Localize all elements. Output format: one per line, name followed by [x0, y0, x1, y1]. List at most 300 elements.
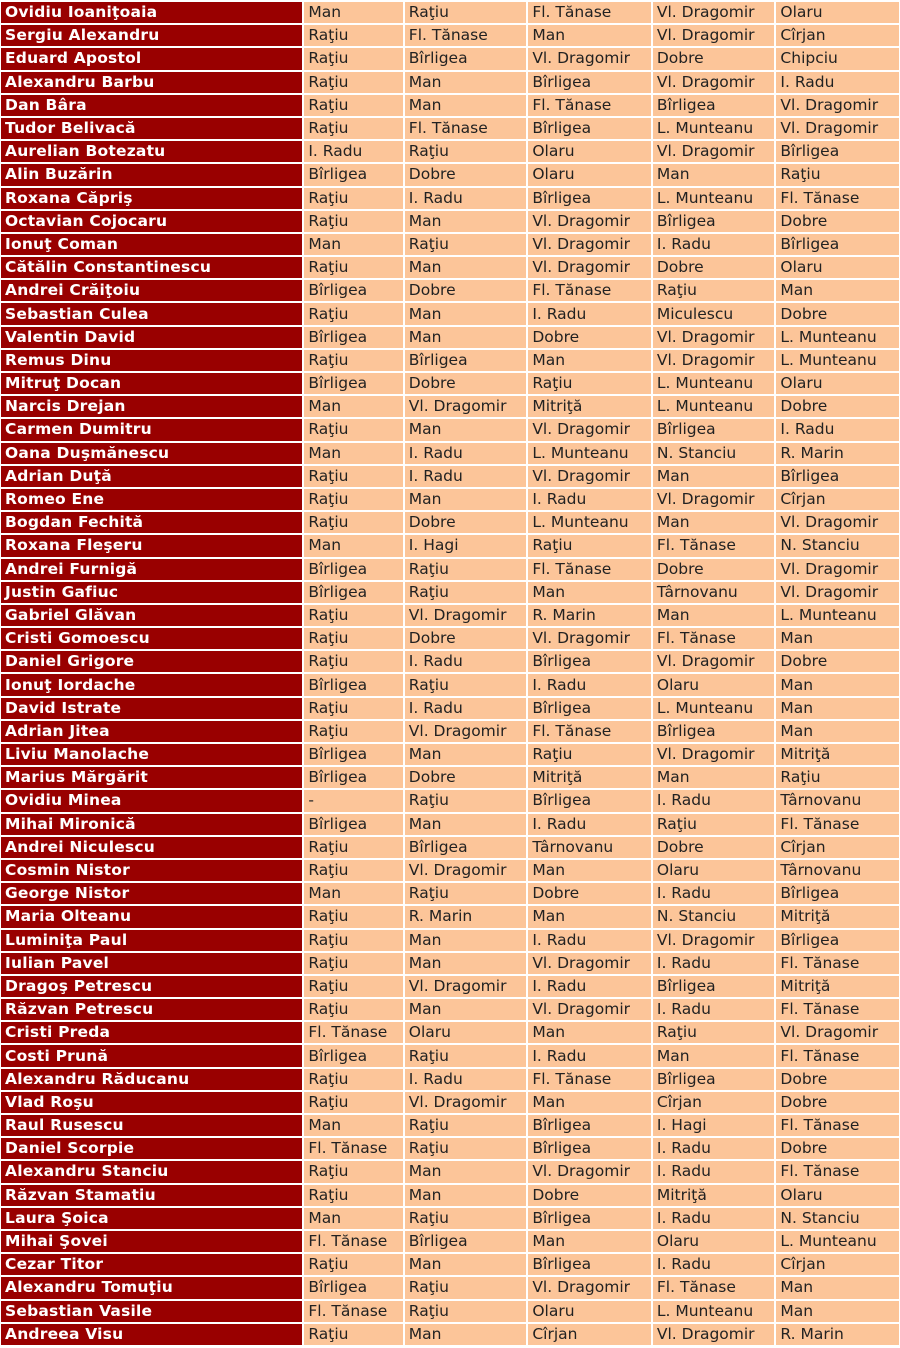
table-row [1, 188, 899, 209]
pick-cell-1: Raţiu [304, 698, 402, 719]
pick-cell-5: Mitriţă [776, 976, 899, 997]
voter-name-cell: Luminiţa Paul [1, 930, 302, 951]
pick-cell-2: Raţiu [405, 582, 527, 603]
pick-cell-3: Vl. Dragomir [528, 628, 651, 649]
pick-cell-4: Dobre [653, 837, 775, 858]
pick-cell-4: Dobre [653, 257, 775, 278]
pick-cell-3: Fl. Tănase [528, 559, 651, 580]
pick-cell-4: Târnovanu [653, 582, 775, 603]
pick-cell-5: R. Marin [776, 443, 899, 464]
pick-cell-4: I. Radu [653, 883, 775, 904]
pick-cell-4: I. Radu [653, 234, 775, 255]
table-row [1, 1161, 899, 1182]
pick-cell-3: Mitriţă [528, 396, 651, 417]
pick-cell-5: L. Munteanu [776, 605, 899, 626]
pick-cell-1: Bîrligea [304, 674, 402, 695]
pick-cell-4: Olaru [653, 860, 775, 881]
pick-cell-3: I. Radu [528, 674, 651, 695]
pick-cell-3: I. Radu [528, 814, 651, 835]
pick-cell-2: Raţiu [405, 1277, 527, 1298]
pick-cell-4: Man [653, 767, 775, 788]
pick-cell-5: Fl. Tănase [776, 1161, 899, 1182]
table-row [1, 164, 899, 185]
pick-cell-1: Raţiu [304, 628, 402, 649]
pick-cell-4: L. Munteanu [653, 188, 775, 209]
pick-cell-3: Vl. Dragomir [528, 419, 651, 440]
pick-cell-2: Man [405, 930, 527, 951]
pick-cell-1: Raţiu [304, 350, 402, 371]
voter-name-cell: Cosmin Nistor [1, 860, 302, 881]
voter-name-cell: Romeo Ene [1, 489, 302, 510]
pick-cell-3: Fl. Tănase [528, 2, 651, 23]
pick-cell-4: Raţiu [653, 1022, 775, 1043]
pick-cell-5: Olaru [776, 1185, 899, 1206]
table-row [1, 582, 899, 603]
voter-name-cell: Carmen Dumitru [1, 419, 302, 440]
pick-cell-5: Cîrjan [776, 837, 899, 858]
pick-cell-2: Man [405, 814, 527, 835]
pick-cell-3: I. Radu [528, 1045, 651, 1066]
pick-cell-1: Raţiu [304, 72, 402, 93]
voter-name-cell: Roxana Fleşeru [1, 535, 302, 556]
pick-cell-4: Man [653, 1045, 775, 1066]
pick-cell-1: Raţiu [304, 837, 402, 858]
pick-cell-3: Raţiu [528, 744, 651, 765]
pick-cell-2: Raţiu [405, 883, 527, 904]
pick-cell-5: R. Marin [776, 1324, 899, 1345]
voter-name-cell: Oana Duşmănescu [1, 443, 302, 464]
pick-cell-5: Man [776, 674, 899, 695]
pick-cell-5: Man [776, 1301, 899, 1322]
table-row [1, 1231, 899, 1252]
pick-cell-4: L. Munteanu [653, 396, 775, 417]
pick-cell-1: Raţiu [304, 1092, 402, 1113]
voter-name-cell: Ovidiu Ioaniţoaia [1, 2, 302, 23]
pick-cell-4: Mitriţă [653, 1185, 775, 1206]
table-row [1, 303, 899, 324]
pick-cell-4: I. Radu [653, 1161, 775, 1182]
table-row [1, 1138, 899, 1159]
pick-cell-5: Vl. Dragomir [776, 95, 899, 116]
table-row [1, 489, 899, 510]
pick-cell-4: Bîrligea [653, 1069, 775, 1090]
voter-name-cell: Daniel Scorpie [1, 1138, 302, 1159]
table-row [1, 1115, 899, 1136]
pick-cell-4: Vl. Dragomir [653, 25, 775, 46]
pick-cell-1: Bîrligea [304, 559, 402, 580]
pick-cell-4: Vl. Dragomir [653, 744, 775, 765]
pick-cell-5: Olaru [776, 257, 899, 278]
pick-cell-5: Man [776, 280, 899, 301]
pick-cell-5: Man [776, 1277, 899, 1298]
pick-cell-1: Raţiu [304, 953, 402, 974]
pick-cell-4: Bîrligea [653, 95, 775, 116]
pick-cell-3: Vl. Dragomir [528, 999, 651, 1020]
table-row [1, 373, 899, 394]
pick-cell-4: Miculescu [653, 303, 775, 324]
voter-name-cell: Cătălin Constantinescu [1, 257, 302, 278]
pick-cell-1: Fl. Tănase [304, 1301, 402, 1322]
pick-cell-5: Bîrligea [776, 466, 899, 487]
table-row [1, 1092, 899, 1113]
table-row [1, 1185, 899, 1206]
pick-cell-4: Man [653, 164, 775, 185]
pick-cell-4: Man [653, 605, 775, 626]
table-row [1, 1277, 899, 1298]
pick-cell-4: I. Radu [653, 790, 775, 811]
pick-cell-3: Man [528, 350, 651, 371]
pick-cell-5: Dobre [776, 1069, 899, 1090]
voter-name-cell: Cristi Preda [1, 1022, 302, 1043]
table-row [1, 535, 899, 556]
pick-cell-4: N. Stanciu [653, 906, 775, 927]
pick-cell-4: I. Radu [653, 1138, 775, 1159]
voter-name-cell: Răzvan Petrescu [1, 999, 302, 1020]
voter-name-cell: Răzvan Stamatiu [1, 1185, 302, 1206]
pick-cell-3: Olaru [528, 164, 651, 185]
pick-cell-2: Dobre [405, 767, 527, 788]
pick-cell-1: Fl. Tănase [304, 1022, 402, 1043]
voter-name-cell: Roxana Căpriş [1, 188, 302, 209]
pick-cell-2: Vl. Dragomir [405, 721, 527, 742]
pick-cell-5: Dobre [776, 1138, 899, 1159]
pick-cell-5: Târnovanu [776, 790, 899, 811]
pick-cell-3: Bîrligea [528, 1254, 651, 1275]
voter-name-cell: Sebastian Culea [1, 303, 302, 324]
pick-cell-5: Fl. Tănase [776, 1045, 899, 1066]
pick-cell-4: Raţiu [653, 814, 775, 835]
voter-name-cell: Alexandru Barbu [1, 72, 302, 93]
pick-cell-1: Raţiu [304, 860, 402, 881]
pick-cell-5: I. Radu [776, 419, 899, 440]
pick-cell-2: Dobre [405, 280, 527, 301]
pick-cell-1: Man [304, 396, 402, 417]
pick-cell-2: Man [405, 1185, 527, 1206]
pick-cell-2: Raţiu [405, 1115, 527, 1136]
pick-cell-3: Bîrligea [528, 1208, 651, 1229]
pick-cell-1: Man [304, 1208, 402, 1229]
table-row [1, 605, 899, 626]
pick-cell-2: R. Marin [405, 906, 527, 927]
table-row [1, 141, 899, 162]
voter-name-cell: Alexandru Tomuţiu [1, 1277, 302, 1298]
pick-cell-1: I. Radu [304, 141, 402, 162]
pick-cell-3: Fl. Tănase [528, 1069, 651, 1090]
pick-cell-5: Cîrjan [776, 489, 899, 510]
pick-cell-1: Raţiu [304, 95, 402, 116]
voter-name-cell: Ovidiu Minea [1, 790, 302, 811]
pick-cell-1: Bîrligea [304, 373, 402, 394]
pick-cell-4: Cîrjan [653, 1092, 775, 1113]
pick-cell-3: Mitriţă [528, 767, 651, 788]
pick-cell-2: Raţiu [405, 2, 527, 23]
pick-cell-5: Fl. Tănase [776, 188, 899, 209]
pick-cell-2: Raţiu [405, 674, 527, 695]
pick-cell-5: Dobre [776, 303, 899, 324]
voter-name-cell: Iulian Pavel [1, 953, 302, 974]
table-row [1, 976, 899, 997]
table-row [1, 814, 899, 835]
pick-cell-4: I. Hagi [653, 1115, 775, 1136]
pick-cell-4: Fl. Tănase [653, 1277, 775, 1298]
table-row [1, 118, 899, 139]
pick-cell-4: Vl. Dragomir [653, 930, 775, 951]
pick-cell-2: Man [405, 489, 527, 510]
pick-cell-1: Raţiu [304, 930, 402, 951]
pick-cell-4: Raţiu [653, 280, 775, 301]
pick-cell-3: I. Radu [528, 489, 651, 510]
pick-cell-5: Fl. Tănase [776, 999, 899, 1020]
pick-cell-3: Dobre [528, 1185, 651, 1206]
pick-cell-2: Man [405, 419, 527, 440]
voter-name-cell: David Istrate [1, 698, 302, 719]
voter-name-cell: Ionuţ Coman [1, 234, 302, 255]
pick-cell-2: I. Radu [405, 188, 527, 209]
pick-cell-3: Vl. Dragomir [528, 211, 651, 232]
voter-name-cell: Mihai Şovei [1, 1231, 302, 1252]
pick-cell-1: Raţiu [304, 605, 402, 626]
pick-cell-5: I. Radu [776, 72, 899, 93]
table-row [1, 211, 899, 232]
pick-cell-4: Olaru [653, 674, 775, 695]
pick-cell-1: Raţiu [304, 48, 402, 69]
pick-cell-3: I. Radu [528, 303, 651, 324]
pick-cell-1: Fl. Tănase [304, 1138, 402, 1159]
pick-cell-1: Raţiu [304, 999, 402, 1020]
voter-name-cell: Mihai Mironică [1, 814, 302, 835]
voter-name-cell: Andreea Visu [1, 1324, 302, 1345]
pick-cell-3: Bîrligea [528, 790, 651, 811]
voter-name-cell: Cezar Titor [1, 1254, 302, 1275]
pick-cell-2: Bîrligea [405, 350, 527, 371]
table-row [1, 396, 899, 417]
pick-cell-2: Man [405, 327, 527, 348]
pick-cell-5: Dobre [776, 211, 899, 232]
pick-cell-2: Raţiu [405, 790, 527, 811]
pick-cell-1: - [304, 790, 402, 811]
pick-cell-4: Bîrligea [653, 211, 775, 232]
pick-cell-2: Man [405, 1254, 527, 1275]
pick-cell-2: I. Radu [405, 1069, 527, 1090]
table-row [1, 906, 899, 927]
pick-cell-1: Man [304, 883, 402, 904]
pick-cell-3: Fl. Tănase [528, 95, 651, 116]
pick-cell-2: Bîrligea [405, 48, 527, 69]
pick-cell-1: Raţiu [304, 976, 402, 997]
pick-cell-3: Vl. Dragomir [528, 953, 651, 974]
table-row [1, 1208, 899, 1229]
voter-name-cell: Aurelian Botezatu [1, 141, 302, 162]
voter-name-cell: Vlad Roşu [1, 1092, 302, 1113]
votes-table-body [1, 2, 899, 1345]
pick-cell-5: Vl. Dragomir [776, 582, 899, 603]
pick-cell-2: Fl. Tănase [405, 25, 527, 46]
pick-cell-2: Bîrligea [405, 1231, 527, 1252]
pick-cell-5: Cîrjan [776, 25, 899, 46]
pick-cell-3: Cîrjan [528, 1324, 651, 1345]
voter-name-cell: Sergiu Alexandru [1, 25, 302, 46]
pick-cell-2: Vl. Dragomir [405, 976, 527, 997]
table-row [1, 698, 899, 719]
pick-cell-2: Dobre [405, 164, 527, 185]
pick-cell-1: Raţiu [304, 1069, 402, 1090]
table-row [1, 721, 899, 742]
table-row [1, 628, 899, 649]
voter-name-cell: Bogdan Fechită [1, 512, 302, 533]
pick-cell-5: Fl. Tănase [776, 1115, 899, 1136]
table-row [1, 443, 899, 464]
pick-cell-3: Man [528, 860, 651, 881]
pick-cell-4: Vl. Dragomir [653, 651, 775, 672]
pick-cell-4: Fl. Tănase [653, 628, 775, 649]
voter-name-cell: Daniel Grigore [1, 651, 302, 672]
pick-cell-4: Man [653, 466, 775, 487]
pick-cell-4: Vl. Dragomir [653, 327, 775, 348]
table-row [1, 860, 899, 881]
table-row [1, 953, 899, 974]
pick-cell-2: Man [405, 303, 527, 324]
pick-cell-1: Man [304, 443, 402, 464]
pick-cell-4: I. Radu [653, 1254, 775, 1275]
pick-cell-1: Raţiu [304, 1185, 402, 1206]
pick-cell-4: I. Radu [653, 1208, 775, 1229]
table-row [1, 559, 899, 580]
pick-cell-4: Vl. Dragomir [653, 72, 775, 93]
pick-cell-1: Raţiu [304, 512, 402, 533]
pick-cell-5: Târnovanu [776, 860, 899, 881]
pick-cell-2: Man [405, 953, 527, 974]
voter-name-cell: Mitruţ Docan [1, 373, 302, 394]
voter-name-cell: Octavian Cojocaru [1, 211, 302, 232]
pick-cell-2: Raţiu [405, 1045, 527, 1066]
table-row [1, 1324, 899, 1345]
pick-cell-4: Olaru [653, 1231, 775, 1252]
pick-cell-1: Raţiu [304, 303, 402, 324]
table-row [1, 1045, 899, 1066]
voter-name-cell: Adrian Duţă [1, 466, 302, 487]
table-row [1, 25, 899, 46]
pick-cell-4: Dobre [653, 559, 775, 580]
pick-cell-5: Vl. Dragomir [776, 512, 899, 533]
pick-cell-3: Bîrligea [528, 118, 651, 139]
table-row [1, 280, 899, 301]
pick-cell-3: Man [528, 1022, 651, 1043]
voter-name-cell: Marius Mărgărit [1, 767, 302, 788]
pick-cell-2: Vl. Dragomir [405, 396, 527, 417]
pick-cell-5: Man [776, 628, 899, 649]
pick-cell-3: Man [528, 582, 651, 603]
pick-cell-1: Raţiu [304, 257, 402, 278]
voter-name-cell: Liviu Manolache [1, 744, 302, 765]
pick-cell-2: Man [405, 744, 527, 765]
pick-cell-3: Târnovanu [528, 837, 651, 858]
pick-cell-3: Olaru [528, 141, 651, 162]
pick-cell-5: L. Munteanu [776, 350, 899, 371]
pick-cell-4: Bîrligea [653, 721, 775, 742]
pick-cell-3: I. Radu [528, 930, 651, 951]
pick-cell-5: Man [776, 698, 899, 719]
pick-cell-3: Vl. Dragomir [528, 1277, 651, 1298]
pick-cell-2: Raţiu [405, 1208, 527, 1229]
voter-name-cell: Tudor Belivacă [1, 118, 302, 139]
pick-cell-2: Man [405, 95, 527, 116]
table-row [1, 744, 899, 765]
voter-name-cell: Laura Şoica [1, 1208, 302, 1229]
pick-cell-4: Vl. Dragomir [653, 141, 775, 162]
pick-cell-2: Raţiu [405, 141, 527, 162]
pick-cell-2: Man [405, 257, 527, 278]
pick-cell-1: Man [304, 2, 402, 23]
pick-cell-4: L. Munteanu [653, 698, 775, 719]
table-row [1, 651, 899, 672]
pick-cell-4: L. Munteanu [653, 118, 775, 139]
table-row [1, 327, 899, 348]
voter-name-cell: Raul Rusescu [1, 1115, 302, 1136]
pick-cell-1: Raţiu [304, 1254, 402, 1275]
voter-name-cell: Cristi Gomoescu [1, 628, 302, 649]
table-row [1, 930, 899, 951]
pick-cell-5: Mitriţă [776, 744, 899, 765]
pick-cell-1: Man [304, 234, 402, 255]
pick-cell-3: Bîrligea [528, 188, 651, 209]
pick-cell-1: Raţiu [304, 721, 402, 742]
table-row [1, 48, 899, 69]
pick-cell-3: Bîrligea [528, 1115, 651, 1136]
pick-cell-3: L. Munteanu [528, 512, 651, 533]
voter-name-cell: Dan Bâra [1, 95, 302, 116]
voter-name-cell: Gabriel Glăvan [1, 605, 302, 626]
table-row [1, 1254, 899, 1275]
pick-cell-1: Raţiu [304, 211, 402, 232]
pick-cell-3: Bîrligea [528, 72, 651, 93]
table-row [1, 419, 899, 440]
pick-cell-5: Olaru [776, 373, 899, 394]
pick-cell-2: Raţiu [405, 1301, 527, 1322]
pick-cell-4: L. Munteanu [653, 1301, 775, 1322]
pick-cell-4: Vl. Dragomir [653, 350, 775, 371]
pick-cell-3: Man [528, 25, 651, 46]
table-row [1, 350, 899, 371]
pick-cell-4: N. Stanciu [653, 443, 775, 464]
table-row [1, 1022, 899, 1043]
pick-cell-5: Vl. Dragomir [776, 559, 899, 580]
table-row [1, 999, 899, 1020]
pick-cell-3: Bîrligea [528, 698, 651, 719]
pick-cell-3: Bîrligea [528, 651, 651, 672]
pick-cell-2: Man [405, 72, 527, 93]
pick-cell-5: Vl. Dragomir [776, 118, 899, 139]
pick-cell-5: Raţiu [776, 767, 899, 788]
table-row [1, 257, 899, 278]
pick-cell-4: I. Radu [653, 999, 775, 1020]
pick-cell-2: Raţiu [405, 559, 527, 580]
pick-cell-2: Olaru [405, 1022, 527, 1043]
pick-cell-5: Bîrligea [776, 234, 899, 255]
pick-cell-5: Bîrligea [776, 883, 899, 904]
pick-cell-4: Dobre [653, 48, 775, 69]
pick-cell-2: Man [405, 211, 527, 232]
pick-cell-2: Fl. Tănase [405, 118, 527, 139]
pick-cell-1: Bîrligea [304, 767, 402, 788]
pick-cell-2: I. Radu [405, 651, 527, 672]
pick-cell-1: Bîrligea [304, 814, 402, 835]
pick-cell-5: Dobre [776, 1092, 899, 1113]
pick-cell-2: Vl. Dragomir [405, 605, 527, 626]
pick-cell-1: Bîrligea [304, 1045, 402, 1066]
pick-cell-3: Fl. Tănase [528, 280, 651, 301]
pick-cell-3: Olaru [528, 1301, 651, 1322]
pick-cell-2: Raţiu [405, 234, 527, 255]
